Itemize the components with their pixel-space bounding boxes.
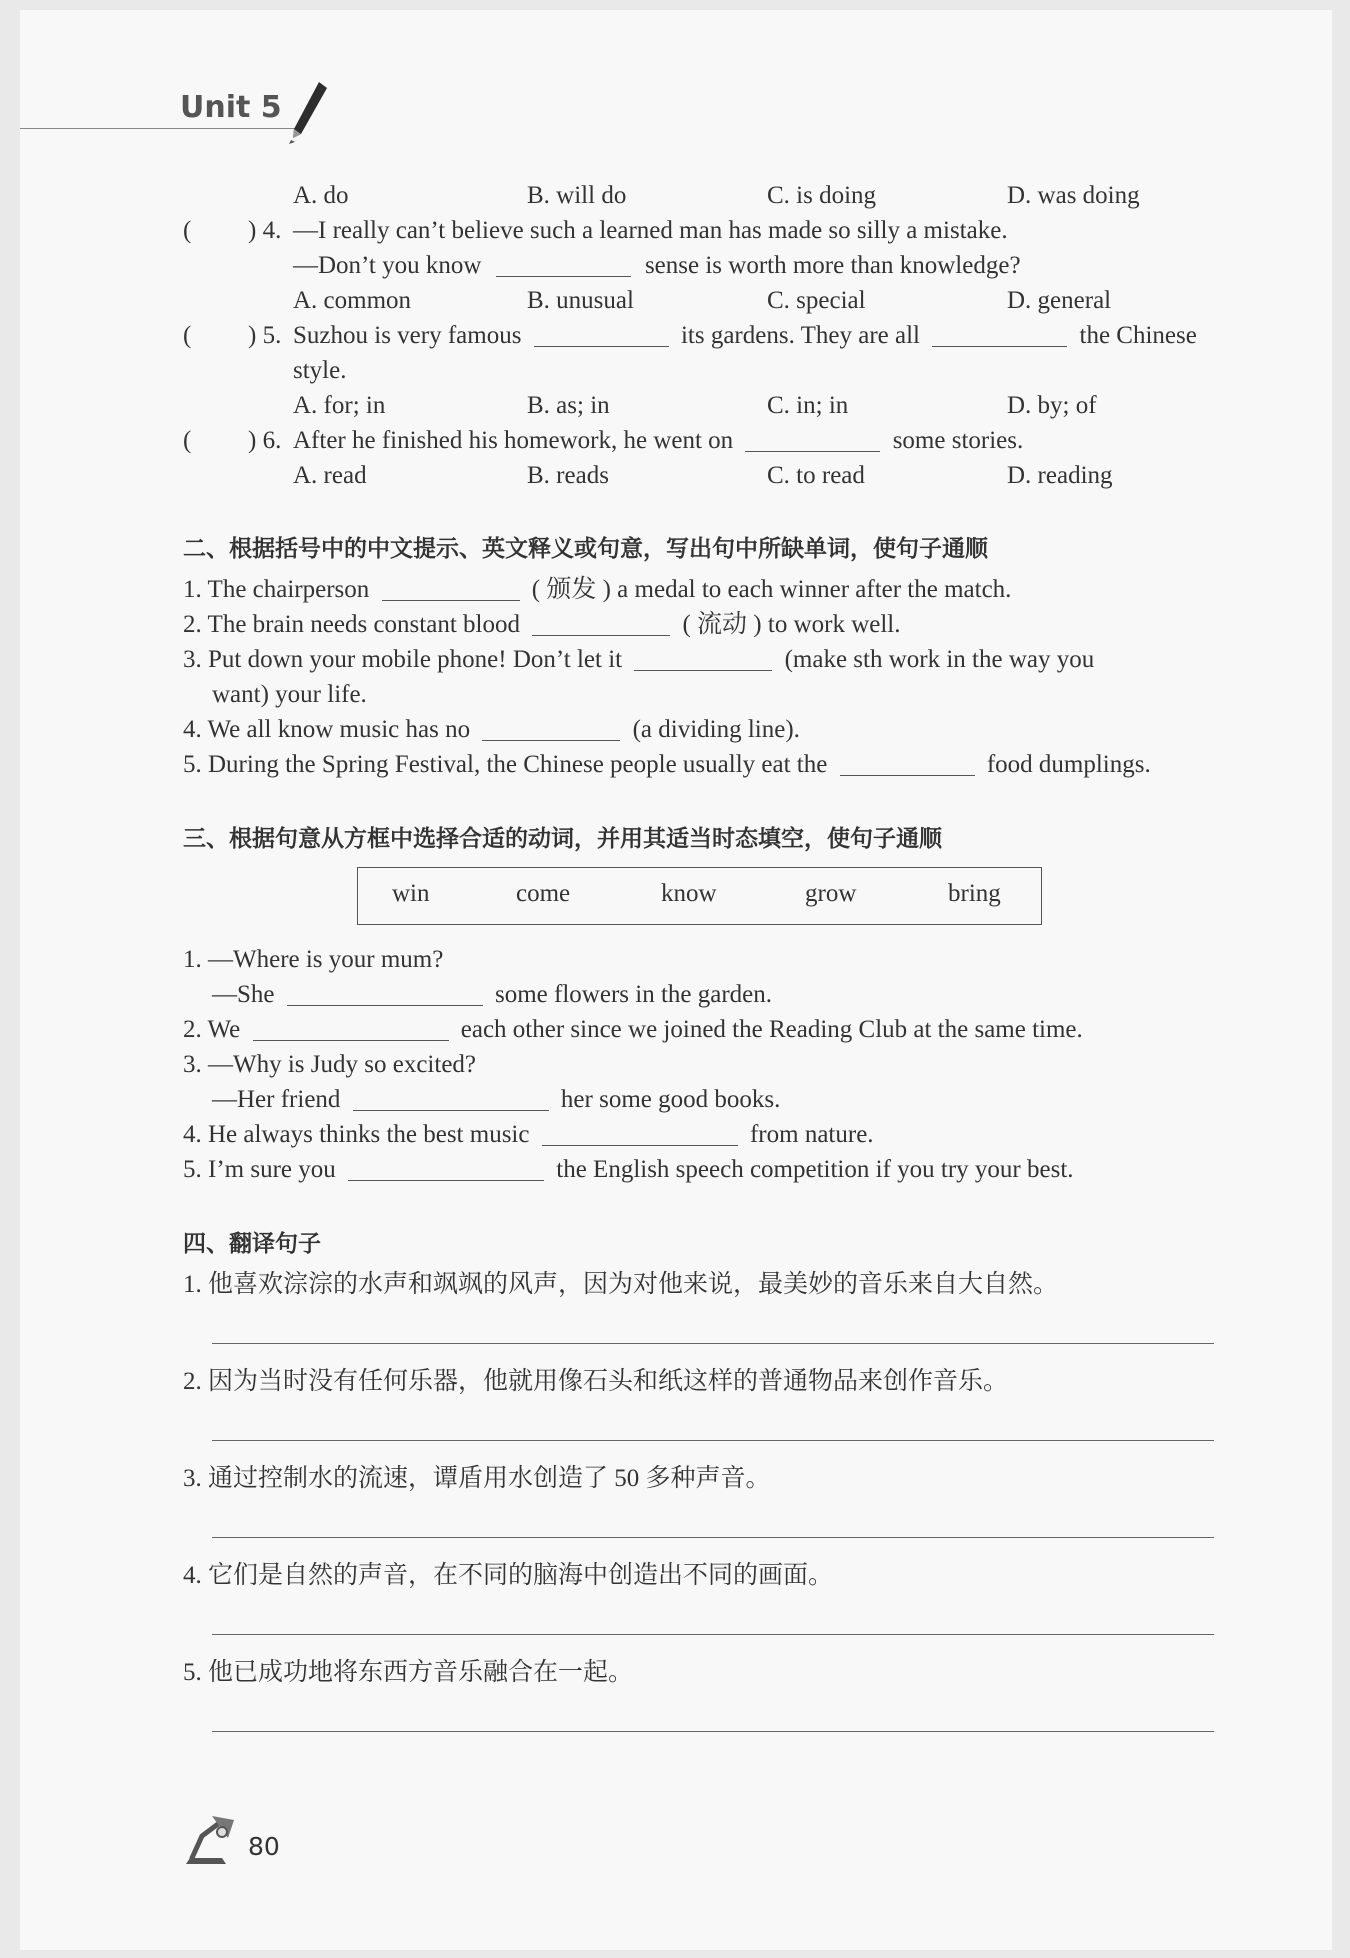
q4-option-a: A. common: [293, 287, 412, 314]
q6-line1: [293, 426, 1023, 456]
s2-item-5-text-a: 5. During the Spring Festival, the Chinese people usually eat the: [183, 751, 828, 778]
s3-item-5-text-b: the English speech competition if you try your best.: [556, 1156, 1074, 1183]
section2-heading: 二、根据括号中的中文提示、英文释义或句意，写出句中所缺单词，使句子通顺: [183, 536, 988, 562]
s3-item-5: [183, 1155, 1074, 1185]
s3-item-5-text-a: 5. I’m sure you: [183, 1156, 336, 1183]
s4-item-1: 1. 他喜欢淙淙的水声和飒飒的风声，因为对他来说，最美妙的音乐来自大自然。: [183, 1271, 1059, 1298]
q3-option-b: B. will do: [527, 182, 627, 209]
s3-item-1-q: 1. —Where is your mum?: [183, 946, 444, 973]
s2-item-5: [183, 750, 1151, 780]
s4-item-5-answer-line[interactable]: [212, 1731, 1214, 1732]
q5-text-a: Suzhou is very famous: [293, 322, 522, 349]
word-bank-item: bring: [948, 880, 1001, 907]
q4-answer-blank[interactable]: [496, 252, 631, 277]
q4-line1: —I really can’t believe such a learned man has made so silly a mistake.: [293, 217, 1008, 244]
s3-item-4-text-b: from nature.: [749, 1121, 874, 1148]
s2-item-1: [183, 575, 1011, 605]
header-rule: [20, 128, 295, 129]
q4-option-d: D. general: [1007, 287, 1112, 314]
q4-paren: (: [183, 217, 192, 244]
s3-item-2-blank[interactable]: [253, 1016, 449, 1041]
s4-item-3-answer-line[interactable]: [212, 1537, 1214, 1538]
s4-item-2-answer-line[interactable]: [212, 1440, 1214, 1441]
q4-text-b: sense is worth more than knowledge?: [644, 252, 1021, 279]
q4-text-a: —Don’t you know: [293, 252, 482, 279]
q3-option-c: C. is doing: [767, 182, 877, 209]
s2-item-1-blank[interactable]: [382, 576, 520, 601]
q5-number: ) 5.: [248, 322, 282, 349]
q6-option-b: B. reads: [527, 462, 609, 489]
s3-item-2: [183, 1015, 1083, 1045]
s3-item-4-blank[interactable]: [542, 1121, 738, 1146]
s2-item-2-blank[interactable]: [532, 611, 670, 636]
s3-item-2-text-b: each other since we joined the Reading Club at the same time.: [460, 1016, 1083, 1043]
q5-paren: (: [183, 322, 192, 349]
s2-item-5-blank[interactable]: [840, 751, 975, 776]
q6-answer-blank[interactable]: [745, 427, 880, 452]
desk-lamp-icon: [182, 1810, 242, 1870]
s3-item-1-text-b: some flowers in the garden.: [495, 981, 773, 1008]
q5-line1: [293, 321, 1197, 351]
q6-paren: (: [183, 427, 192, 454]
q4-option-b: B. unusual: [527, 287, 634, 314]
s3-item-3-text-a: —Her friend: [212, 1086, 341, 1113]
s4-item-4: 4. 它们是自然的声音，在不同的脑海中创造出不同的画面。: [183, 1562, 834, 1589]
s3-item-1-blank[interactable]: [287, 981, 483, 1006]
s2-item-2: [183, 610, 901, 640]
s2-item-4-text-b: (a dividing line).: [632, 716, 800, 743]
s3-item-3-q: 3. —Why is Judy so excited?: [183, 1051, 477, 1078]
s2-item-3-line2: want) your life.: [212, 681, 367, 708]
s4-item-1-answer-line[interactable]: [212, 1343, 1214, 1344]
pen-icon: [285, 78, 333, 146]
s4-item-3: 3. 通过控制水的流速，谭盾用水创造了 50 多种声音。: [183, 1465, 771, 1492]
s2-item-4-blank[interactable]: [482, 716, 620, 741]
unit-title: Unit 5: [180, 90, 282, 125]
s2-item-1-text-a: 1. The chairperson: [183, 576, 370, 603]
s2-item-1-text-b: ( 颁发 ) a medal to each winner after the match.: [531, 576, 1012, 603]
q4-line2: [293, 251, 1021, 281]
section3-heading: 三、根据句意从方框中选择合适的动词，并用其适当时态填空，使句子通顺: [183, 826, 942, 852]
s2-item-3-blank[interactable]: [634, 646, 772, 671]
s2-item-4-text-a: 4. We all know music has no: [183, 716, 471, 743]
s3-item-4-text-a: 4. He always thinks the best music: [183, 1121, 530, 1148]
q5-text-c: the Chinese: [1079, 322, 1197, 349]
q5-text-b: its gardens. They are all: [680, 322, 920, 349]
s3-item-4: [183, 1120, 874, 1150]
q6-text-a: After he finished his homework, he went on: [293, 427, 734, 454]
s3-item-3-text-b: her some good books.: [560, 1086, 781, 1113]
q5-option-a: A. for; in: [293, 392, 386, 419]
word-bank-box: [357, 867, 1042, 925]
q6-number: ) 6.: [248, 427, 282, 454]
word-bank-item: come: [516, 880, 571, 907]
q5-option-b: B. as; in: [527, 392, 610, 419]
q5-answer-blank-2[interactable]: [932, 322, 1067, 347]
q5-option-c: C. in; in: [767, 392, 849, 419]
q5-line2: style.: [293, 357, 347, 384]
s3-item-1-a: [212, 980, 772, 1010]
s3-item-3-blank[interactable]: [353, 1086, 549, 1111]
s3-item-1-text-a: —She: [212, 981, 275, 1008]
s2-item-2-text-b: ( 流动 ) to work well.: [682, 611, 901, 638]
s4-item-5: 5. 他已成功地将东西方音乐融合在一起。: [183, 1659, 634, 1686]
page-number: 80: [248, 1832, 280, 1861]
q5-option-d: D. by; of: [1007, 392, 1097, 419]
q6-option-c: C. to read: [767, 462, 865, 489]
s4-item-2: 2. 因为当时没有任何乐器，他就用像石头和纸这样的普通物品来创作音乐。: [183, 1368, 1009, 1395]
word-bank-item: grow: [805, 880, 857, 907]
s3-item-5-blank[interactable]: [348, 1156, 544, 1181]
q5-answer-blank-1[interactable]: [534, 322, 669, 347]
word-bank-item: win: [392, 880, 430, 907]
q6-option-a: A. read: [293, 462, 367, 489]
word-bank-item: know: [661, 880, 717, 907]
q4-option-c: C. special: [767, 287, 866, 314]
s2-item-4: [183, 715, 800, 745]
q6-text-b: some stories.: [892, 427, 1024, 454]
s2-item-2-text-a: 2. The brain needs constant blood: [183, 611, 520, 638]
s2-item-5-text-b: food dumplings.: [986, 751, 1151, 778]
s2-item-3-text-a: 3. Put down your mobile phone! Don’t let it: [183, 646, 623, 673]
section4-heading: 四、翻译句子: [183, 1231, 321, 1257]
s4-item-4-answer-line[interactable]: [212, 1634, 1214, 1635]
s2-item-3-text-b: (make sth work in the way you: [784, 646, 1095, 673]
q6-option-d: D. reading: [1007, 462, 1113, 489]
s3-item-2-text-a: 2. We: [183, 1016, 241, 1043]
q3-option-a: A. do: [293, 182, 349, 209]
q4-number: ) 4.: [248, 217, 282, 244]
s2-item-3: [183, 645, 1094, 675]
s3-item-3-a: [212, 1085, 780, 1115]
q3-option-d: D. was doing: [1007, 182, 1140, 209]
